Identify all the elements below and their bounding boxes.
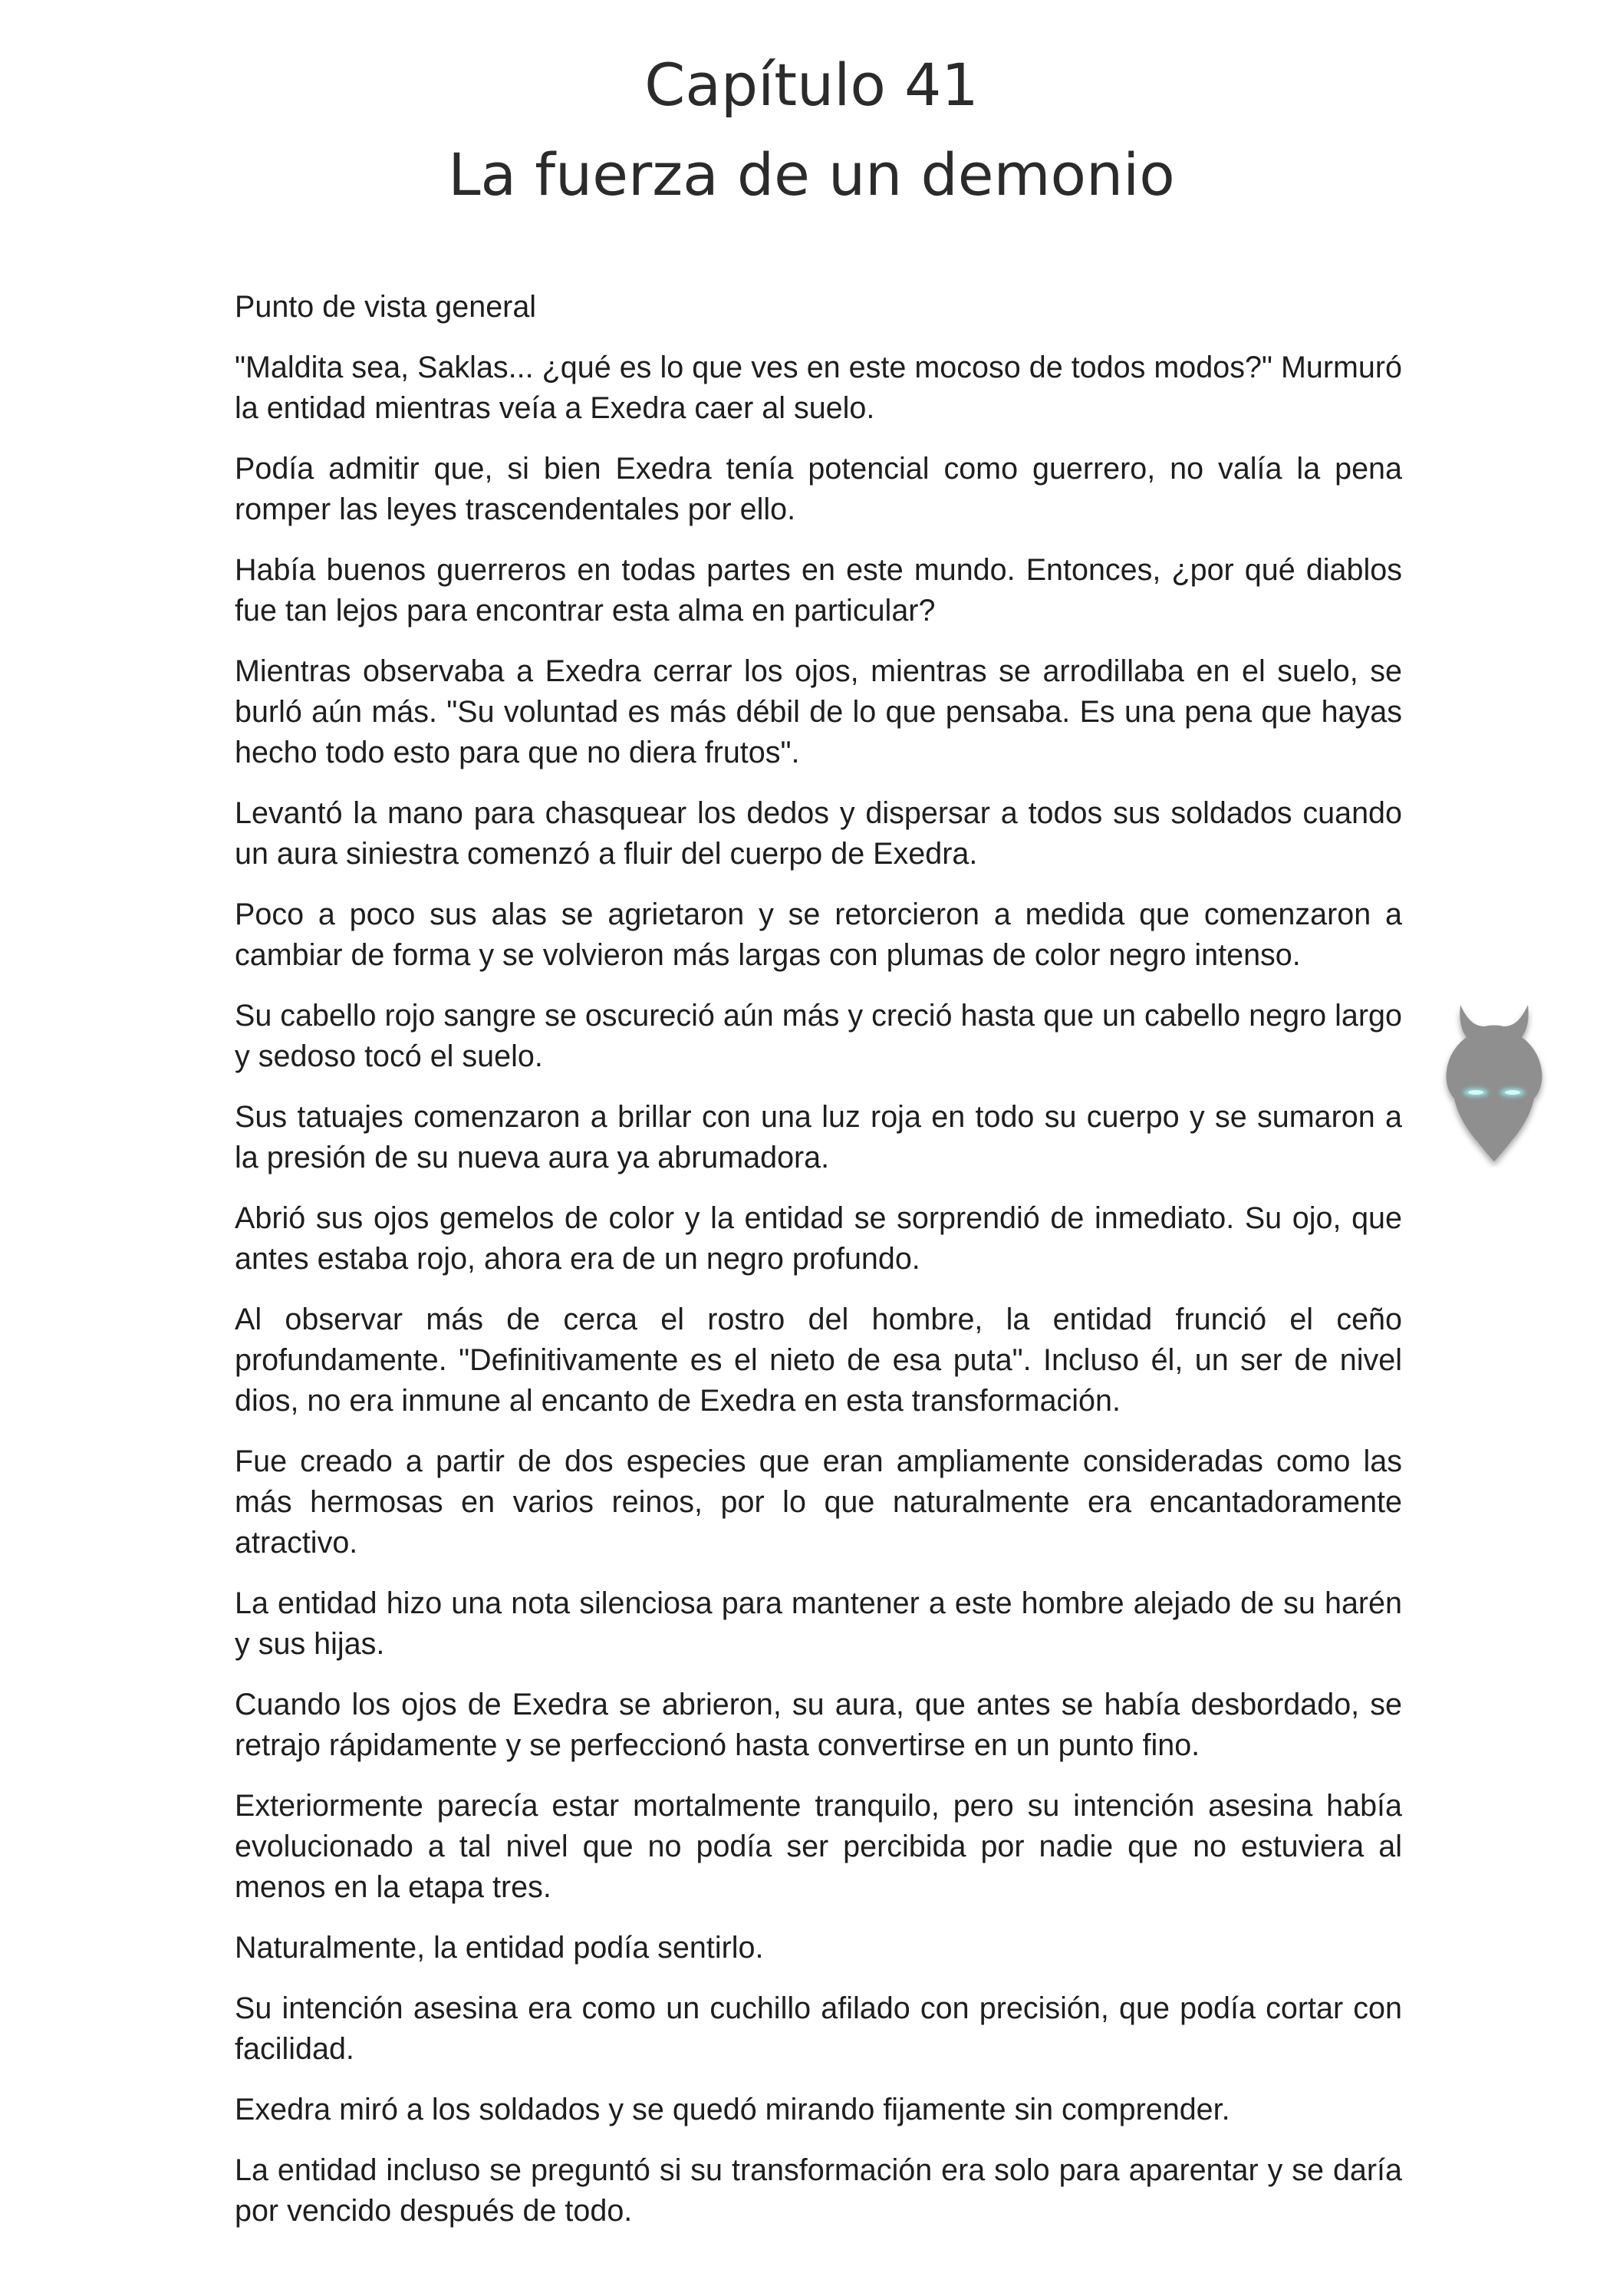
chapter-body [235,287,1402,2232]
paragraph: Había buenos guerreros en todas partes en este mundo. Entonces, ¿por qué diablos fue tan lejos para encontrar esta alma en particular? [235,553,1402,628]
paragraph: Mientras observaba a Exedra cerrar los ojos, mientras se arrodillaba en el suelo, se burló aún más. "Su voluntad es más débil de lo que pensaba. Es una pena que hayas hecho todo esto para que no diera frutos". [235,654,1402,769]
paragraph: La entidad incluso se preguntó si su transformación era solo para aparentar y se daría por vencido después de todo. [235,2153,1402,2228]
paragraph: Poco a poco sus alas se agrietaron y se retorcieron a medida que comenzaron a cambiar de forma y se volvieron más largas con plumas de color negro intenso. [235,898,1402,972]
chapter-heading [0,40,1623,219]
paragraph: Al observar más de cerca el rostro del hombre, la entidad frunció el ceño profundamente. "Definitivamente es el nieto de esa puta". Incluso él, un ser de nivel dios, no era inmune al encanto de Exedra en esta transformación. [235,1303,1402,1418]
paragraph: Su cabello rojo sangre se oscureció aún más y creció hasta que un cabello negro largo y sedoso tocó el suelo. [235,999,1402,1073]
paragraph: "Maldita sea, Saklas... ¿qué es lo que ves en este mocoso de todos modos?" Murmuró la entidad mientras veía a Exedra caer al suelo. [235,351,1402,425]
paragraph: Su intención asesina era como un cuchillo afilado con precisión, que podía cortar con facilidad. [235,1991,1402,2066]
demon-head-shape [1446,1005,1542,1161]
demon-head-icon [1437,991,1551,1168]
paragraph: Abrió sus ojos gemelos de color y la entidad se sorprendió de inmediato. Su ojo, que antes estaba rojo, ahora era de un negro profundo. [235,1201,1402,1276]
chapter-title: La fuerza de un demonio [448,140,1175,209]
paragraph: Cuando los ojos de Exedra se abrieron, su aura, que antes se había desbordado, se retrajo rápidamente y se perfeccionó hasta convertirse en un punto fino. [235,1688,1402,1762]
paragraph: Podía admitir que, si bien Exedra tenía potencial como guerrero, no valía la pena romper las leyes trascendentales por ello. [235,452,1402,526]
paragraph: Sus tatuajes comenzaron a brillar con una luz roja en todo su cuerpo y se sumaron a la presión de su nueva aura ya abrumadora. [235,1100,1402,1174]
paragraph-section-label: Punto de vista general [235,290,537,324]
paragraph: Exteriormente parecía estar mortalmente tranquilo, pero su intención asesina había evolucionado a tal nivel que no podía ser percibida por nadie que no estuviera al menos en la etapa tres. [235,1789,1402,1904]
paragraph: Fue creado a partir de dos especies que eran ampliamente consideradas como las más hermosas en varios reinos, por lo que naturalmente era encantadoramente atractivo. [235,1444,1402,1560]
chapter-number: Capítulo 41 [644,51,979,119]
paragraph: La entidad hizo una nota silenciosa para mantener a este hombre alejado de su harén y sus hijas. [235,1586,1402,1661]
paragraph: Levantó la mano para chasquear los dedos y dispersar a todos sus soldados cuando un aura siniestra comenzó a fluir del cuerpo de Exedra. [235,796,1402,871]
paragraph: Naturalmente, la entidad podía sentirlo. [235,1931,764,1965]
paragraph: Exedra miró a los soldados y se quedó mirando fijamente sin comprender. [235,2093,1230,2126]
